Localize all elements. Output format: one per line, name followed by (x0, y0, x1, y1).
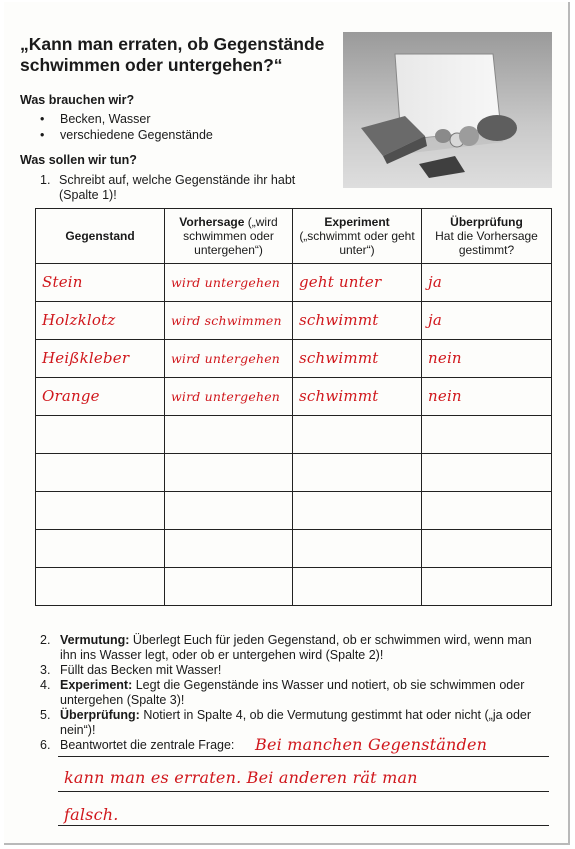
cell-experiment (293, 378, 422, 416)
cell-check (422, 264, 552, 302)
step-6: 6. Beantwortet die zentrale Frage: (40, 738, 235, 752)
header-object: Gegenstand (36, 209, 165, 264)
handwritten-entry: wird untergehen (171, 350, 281, 366)
cell-prediction (165, 492, 293, 530)
cell-object (36, 416, 165, 454)
handwritten-entry: geht unter (299, 273, 382, 291)
step-number: 1. (40, 173, 51, 187)
cell-experiment (293, 340, 422, 378)
cell-check (422, 378, 552, 416)
cell-object (36, 378, 165, 416)
cell-check (422, 530, 552, 568)
cell-check (422, 454, 552, 492)
list-item: • Becken, Wasser (40, 111, 213, 127)
list-item: • verschiedene Gegenstände (40, 127, 213, 143)
cell-experiment (293, 454, 422, 492)
step-2: 2. Vermutung: Überlegt Euch für jeden Gegenstand, ob er schwimmen wird, wenn man ihn ins Wasser legt, oder ob er untergehen wird (Spalte 2)! (40, 633, 532, 662)
cell-experiment (293, 302, 422, 340)
cell-check (422, 302, 552, 340)
handwritten-entry: wird untergehen (171, 274, 281, 290)
cell-prediction (165, 378, 293, 416)
page-title: „Kann man erraten, ob Gegenstände schwimmen oder untergehen?“ (20, 34, 325, 75)
header-check: Überprüfung Hat die Vorhersage gestimmt? (422, 209, 552, 264)
header-prediction: Vorhersage („wird schwimmen oder untergehen“) (165, 209, 293, 264)
cell-prediction (165, 302, 293, 340)
handwritten-entry: wird untergehen (171, 388, 281, 404)
cell-experiment (293, 492, 422, 530)
cell-object (36, 492, 165, 530)
cell-object (36, 340, 165, 378)
handwritten-entry: schwimmt (299, 387, 379, 405)
cell-prediction (165, 530, 293, 568)
handwritten-entry: schwimmt (299, 349, 379, 367)
handwritten-entry: nein (428, 387, 462, 405)
answer-text-1: Bei manchen Gegenständen (255, 735, 488, 754)
handwritten-entry: schwimmt (299, 311, 379, 329)
table-row (36, 530, 552, 568)
step-5: 5. Überprüfung: Notiert in Spalte 4, ob die Vermutung gestimmt hat oder nicht („ja oder nein“)! (40, 708, 532, 737)
cell-check (422, 340, 552, 378)
cell-prediction (165, 568, 293, 606)
answer-line (58, 791, 549, 792)
cell-object (36, 264, 165, 302)
step-3: 3. Füllt das Becken mit Wasser! (40, 663, 222, 677)
cell-check (422, 492, 552, 530)
cell-check (422, 568, 552, 606)
handwritten-entry: Orange (42, 387, 100, 405)
answer-text-3: falsch. (64, 805, 119, 824)
cell-experiment (293, 568, 422, 606)
tasks-heading: Was sollen wir tun? (20, 153, 137, 167)
cell-object (36, 454, 165, 492)
cell-prediction (165, 340, 293, 378)
handwritten-entry: wird schwimmen (171, 312, 282, 328)
answer-line (58, 825, 549, 826)
table-row (36, 416, 552, 454)
cell-prediction (165, 264, 293, 302)
cell-prediction (165, 416, 293, 454)
handwritten-entry: Stein (42, 273, 83, 291)
table-row (36, 264, 552, 302)
answer-line (58, 756, 549, 757)
table-row (36, 302, 552, 340)
handwritten-entry: nein (428, 349, 462, 367)
results-table (35, 208, 552, 606)
handwritten-entry: ja (428, 273, 442, 291)
table-row (36, 340, 552, 378)
photo-icon (343, 32, 552, 188)
table-row (36, 454, 552, 492)
cell-experiment (293, 530, 422, 568)
cell-object (36, 568, 165, 606)
materials-heading: Was brauchen wir? (20, 93, 135, 107)
cell-experiment (293, 264, 422, 302)
materials-list (40, 111, 213, 143)
table-row (36, 378, 552, 416)
cell-object (36, 530, 165, 568)
cell-object (36, 302, 165, 340)
header-experiment: Experiment („schwimmt oder geht unter“) (293, 209, 422, 264)
handwritten-entry: Holzklotz (42, 311, 116, 329)
step-4: 4. Experiment: Legt die Gegenstände ins Wasser und notiert, ob sie schwimmen oder untergehen (Spalte 3)! (40, 678, 525, 707)
cell-prediction (165, 454, 293, 492)
table-row (36, 492, 552, 530)
cell-experiment (293, 416, 422, 454)
handwritten-entry: ja (428, 311, 442, 329)
handwritten-entry: Heißkleber (42, 349, 130, 367)
cell-check (422, 416, 552, 454)
table-row (36, 568, 552, 606)
answer-text-2: kann man es erraten. Bei anderen rät man (64, 768, 418, 787)
table-header-row (36, 209, 552, 264)
step-text: Schreibt auf, welche Gegenstände ihr habt (Spalte 1)! (59, 173, 296, 202)
